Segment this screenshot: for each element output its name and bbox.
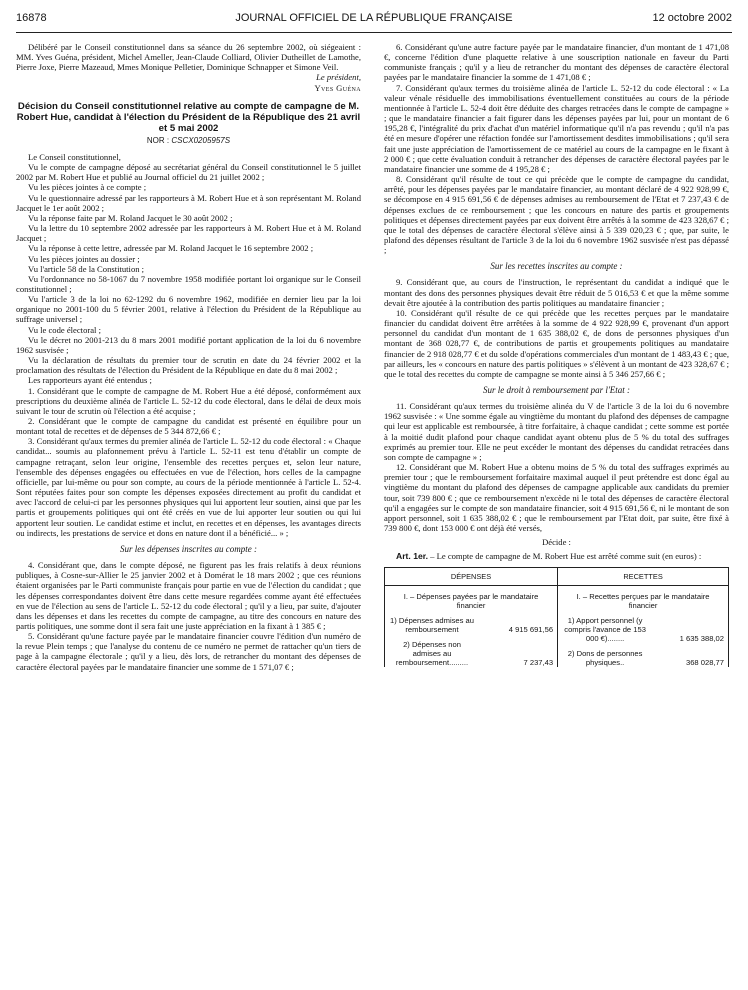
depenses-cell [385, 585, 558, 667]
section-heading-recettes: Sur les recettes inscrites au compte : [490, 261, 623, 272]
issue-date: 12 octobre 2002 [652, 12, 732, 24]
signature-block [16, 72, 361, 92]
paragraph: Vu l'ordonnance no 58-1067 du 7 novembre 1958 modifiée portant loi organique sur le Conseil constitutionnel ; [16, 273, 361, 294]
signature-name: Yves Guéna [314, 82, 361, 93]
section-heading-remboursement: Sur le droit à remboursement par l'Etat : [483, 385, 630, 395]
table-row [389, 616, 553, 634]
paragraph: Vu l'article 3 de la loi no 62-1292 du 6 novembre 1962, modifiée en dernier lieu par la loi organique no 2001-100 du 5 février 2001, relative à l'élection du Président de la République au suffrage universel ; [16, 294, 361, 325]
paragraph: 6. Considérant qu'une autre facture payée par le mandataire financier, d'un montant de 1 471,08 €, concerne l'édition d'une plaquette relative à une souscription nationale en faveur du Parti communiste français ; qu'il y a lieu de retrancher du montant des dépenses de caractère électoral payées par le mandataire financier la somme de 1 471,08 € ; [384, 42, 729, 83]
decision-title: Décision du Conseil constitutionnel relative au compte de campagne de M. Robert Hue, candidat à l'élection du Président de la République des 21 avril et 5 mai 2002 [16, 100, 361, 134]
row-amount: 1 635 388,02 [679, 633, 724, 643]
paragraph: 3. Considérant qu'aux termes du premier alinéa de l'article L. 52-12 du code électoral : « Chaque candidat... soumis au plafonnement prévu à l'article L. 52-11 est tenu d'établir un compte de campagne retraçant, selon leur origine, l'ensemble des recettes perçues et, selon leur nature, l'ensemble des dépenses engagées ou effectuées en vue de l'élection, hors celles de la campagne officielle, par lui-même ou pour son compte, au cours de la période mentionnée à l'article L. 52-4. Sont réputées faites pour son compte les dépenses exposées directement au profit du candidat et avec l'accord de celui-ci par les personnes physiques qui lui apportent leur soutien, ainsi que par les partis et groupements politiques qui ont été créés en vue de lui apporter leur soutien ou qui lui apportent leur soutien. Le candidat estime et inclut, en recettes et en dépenses, les avantages directs ou indirects, les prestations de service et dons en nature dont il a bénéficié... » ; [16, 436, 361, 538]
depenses-category: I. – Dépenses payées par le mandataire financier [403, 591, 539, 610]
nor-reference [16, 136, 361, 146]
row-label: 2) Dons de personnes physiques.. [567, 648, 643, 667]
row-amount: 4 915 691,56 [508, 624, 554, 634]
recettes-cell [558, 585, 729, 667]
left-column [16, 42, 361, 672]
paragraph: Vu le questionnaire adressé par les rapporteurs à M. Robert Hue et à son représentant M. Roland Jacquet le 1er août 2002 ; [16, 192, 361, 213]
paragraph: 12. Considérant que M. Robert Hue a obtenu moins de 5 % du total des suffrages exprimés au premier tour ; que le remboursement forfaitaire maximal auquel il peut prétendre est donc égal au vingtième du montant du plafond des dépenses de campagne applicable aux candidats du premier tour, soit 739 800 € ; que ce remboursement n'excède ni le total des dépenses de caractère électoral qu'il a engagées sur le compte de son mandataire financier, soit 4 915 691,56 €, ni le montant de son apport personnel, soit 1 635 388,02 € ; que le remboursement par l'Etat doit, par suite, être fixé à 739 800 €, dont 153 000 € ont déjà été versés, [384, 462, 729, 534]
signature-role: Le président, [316, 72, 361, 83]
paragraph: 4. Considérant que, dans le compte déposé, ne figurent pas les frais relatifs à deux réunions publiques, à Cosne-sur-Allier le 25 janvier 2002 et à Domérat le 18 mars 2002 ; que ces réunions étaient organisées par le Parti communiste français pour partie en vue de l'élection du candidat ; que les dépenses correspondantes doivent être dans cette mesure regardées comme ayant été effectuées en vue de l'élection au sens de l'article L. 52-12 du code électoral ; qu'il y a lieu, par suite, d'ajouter dans les dépenses et dans les recettes du compte de campagne, au titre des concours en nature des partis politiques, une somme dont il sera fait une juste appréciation en la fixant à 1 385 € ; [16, 560, 361, 631]
paragraph: 9. Considérant que, au cours de l'instruction, le représentant du candidat a indiqué que le montant des dons des personnes physiques devait être réduit de 5 016,53 € et que la même somme devait être ajoutée à la contribution des partis politiques au mandataire financier ; [384, 277, 729, 308]
paragraph: 11. Considérant qu'aux termes du troisième alinéa du V de l'article 3 de la loi du 6 novembre 1962 susvisée : « Une somme égale au vingtième du montant du plafond des dépenses de campagne qui leur est applicable est remboursée, à titre forfaitaire, à chaque candidat ; cette somme est portée à la moitié dudit plafond pour chaque candidat ayant obtenu plus de 5 % du total des suffrages exprimés au premier tour. Elle ne peut excéder le montant des dépenses du candidat retracées dans son compte de campagne » ; [384, 401, 729, 462]
nor-code: CSCX0205957S [171, 135, 231, 145]
table-row [562, 649, 724, 667]
article-text: – Le compte de campagne de M. Robert Hue est arrêté comme suit (en euros) : [428, 551, 702, 562]
table-row [389, 640, 553, 667]
paragraph: Vu la déclaration de résultats du premier tour de scrutin en date du 24 février 2002 et la proclamation des résultats de l'élection du Président de la République en date du 8 mai 2002 ; [16, 355, 361, 376]
paragraph: 5. Considérant qu'une facture payée par le mandataire financier couvre l'édition d'un numéro de la revue Plein temps ; que l'analyse du contenu de ce numéro ne permet de rattacher qu'un tiers de page à la campagne électorale ; qu'il y a lieu, dès lors, de retrancher du montant des dépenses de caractère électoral payées par le mandataire financier une somme de 1 571,07 € ; [16, 631, 361, 672]
paragraph: 2. Considérant que le compte de campagne du candidat est présenté en équilibre pour un montant total de recettes et de dépenses de 5 344 872,66 € ; [16, 416, 361, 437]
row-label: 2) Dépenses non admises au remboursement......... [395, 639, 469, 667]
campaign-account-table [384, 567, 729, 667]
page-number: 16878 [16, 12, 47, 24]
paragraph: Les rapporteurs ayant été entendus ; [28, 375, 152, 386]
row-amount: 7 237,43 [523, 657, 554, 667]
paragraph: Vu le compte de campagne déposé au secrétariat général du Conseil constitutionnel le 5 juillet 2002 par M. Robert Hue et publié au Journal officiel du 21 juillet 2002 ; [16, 162, 361, 183]
paragraph: Vu le code électoral ; [28, 324, 101, 335]
paragraph: Vu la réponse à cette lettre, adressée par M. Roland Jacquet le 16 septembre 2002 ; [28, 243, 314, 254]
paragraph: Vu le décret no 2001-213 du 8 mars 2001 modifié portant application de la loi du 6 novembre 1962 susvisée ; [16, 334, 361, 355]
deliberation-paragraph: Délibéré par le Conseil constitutionnel dans sa séance du 26 septembre 2002, où siégeaient : MM. Yves Guéna, président, Michel Ameller, Jean-Claude Colliard, Olivier Dutheillet de Lamothe, Pierre Joxe, Pierre Mazeaud, Mmes Monique Pelletier, Dominique Schnapper et Simone Veil. [16, 42, 361, 73]
article-1 [384, 551, 729, 561]
right-column [384, 42, 729, 667]
decide-label: Décide : [542, 537, 571, 548]
recettes-header: RECETTES [558, 567, 729, 585]
journal-title: JOURNAL OFFICIEL DE LA RÉPUBLIQUE FRANÇAISE [235, 12, 513, 24]
row-amount: 368 028,77 [685, 657, 724, 667]
section-heading-depenses: Sur les dépenses inscrites au compte : [120, 543, 257, 554]
row-label: 1) Dépenses admises au remboursement [390, 615, 474, 634]
visa-paragraphs [16, 152, 361, 538]
paragraph: Vu les pièces jointes au dossier ; [28, 253, 140, 264]
paragraph: 1. Considérant que le compte de campagne de M. Robert Hue a été déposé, conformément aux prescriptions du deuxième alinéa de l'article L. 52-12 du code électoral, dans le délai de deux mois suivant le tour de scrutin où l'élection a été acquise ; [16, 385, 361, 416]
page-header [16, 12, 732, 28]
article-label: Art. 1er. [396, 551, 429, 562]
paragraph: Vu les pièces jointes à ce compte ; [28, 182, 147, 193]
header-rule [16, 32, 732, 33]
paragraph: Le Conseil constitutionnel, [28, 151, 121, 162]
paragraph: 7. Considérant qu'aux termes du troisième alinéa de l'article L. 52-12 du code électoral : « La valeur vénale résiduelle des immobilisations éventuellement constituées au cours de la période mentionnée à l'article L. 52-4 doit être déduite des charges retracées dans le compte de campagne » ; que le mandataire financier a fait figurer dans les dépenses payées par lui, pour un montant de 6 195,28 €, l'intégralité du prix d'achat d'un matériel informatique qu'il n'a pas revendu ; qu'il n'a pas été en mesure d'opérer une réfaction fondée sur l'amortissement desdites immobilisations ; qu'il sera fait une juste appréciation de l'amortissement de ce matériel au cours de la campagne en le fixant à 2 000 € ; que cette évaluation conduit à retrancher des dépenses de caractère électoral payées par le mandataire financier une somme de 4 195,28 € ; [384, 82, 729, 174]
depenses-header: DÉPENSES [385, 567, 558, 585]
nor-label: NOR : [146, 135, 170, 145]
row-label: 1) Apport personnel (y compris l'avance de 153 000 €)........ [564, 615, 646, 643]
paragraph: 8. Considérant qu'il résulte de tout ce qui précède que le compte de campagne du candidat, arrêté, pour les dépenses payées par le mandataire financier, au montant déclaré de 4 922 928,99 €, se décompose en 4 915 691,56 € de dépenses admises au remboursement de l'Etat et 7 237,43 € de dépenses exclues de ce remboursement ; que les concours en nature des partis et groupements politiques et dépenses directement payées par eux doivent être arrêtés à la somme de 423 328,67 € ; que le total des dépenses de caractère électoral s'élève ainsi à 5 339 020,23 € ; que, par suite, le plafond des dépenses résultant de l'article 3 de la loi du 6 novembre 1962 susvisée n'est pas dépassé ; [384, 174, 729, 256]
paragraph: 10. Considérant qu'il résulte de ce qui précède que les recettes perçues par le mandataire financier du candidat doivent être arrêtées à la somme de 4 922 928,99 €, provenant d'un apport personnel du candidat d'un montant de 1 635 388,02 €, de dons de personnes physiques d'un montant de 368 028,77 €, de contributions de partis et groupements politiques au mandataire financier de 2 918 028,77 € et du solde d'opérations commerciales d'un montant de 1 483,43 € ; que, par ailleurs, les « concours en nature des partis politiques » s'élèvent à un montant de 423 328,67 € ; que le total des recettes du compte de campagne se monte ainsi à 5 346 257,66 € ; [384, 307, 729, 379]
recettes-category: I. – Recettes perçues par le mandataire financier [576, 591, 710, 610]
paragraph: Vu la lettre du 10 septembre 2002 adressée par les rapporteurs à M. Robert Hue et à M. Roland Jacquet ; [16, 223, 361, 244]
table-row [562, 616, 724, 643]
paragraph: Vu l'article 58 de la Constitution ; [28, 263, 145, 274]
paragraph: Vu la réponse faite par M. Roland Jacquet le 30 août 2002 ; [28, 212, 233, 223]
